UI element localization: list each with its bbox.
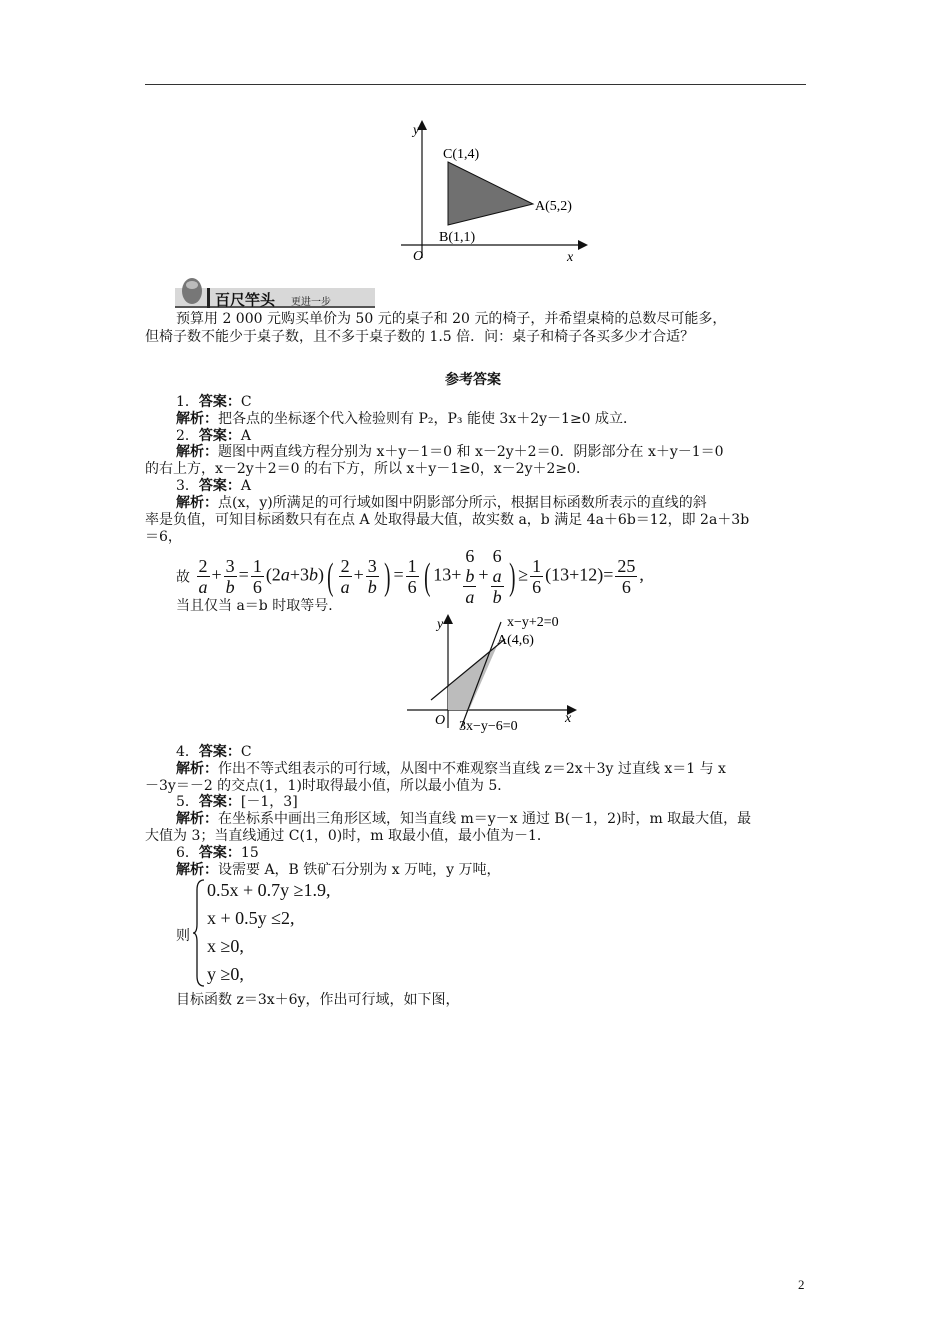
problem-line-1: 预算用 2 000 元购买单价为 50 元的桌子和 20 元的椅子，并希望桌椅的总数尽可能多， xyxy=(176,311,727,327)
system-line-3: x ≥0, xyxy=(207,936,244,956)
answer-3: 3．答案：A xyxy=(176,478,252,494)
equality-condition: 当且仅当 a＝b 时取等号． xyxy=(176,598,343,614)
fig1-point-a-label: A(5,2) xyxy=(535,199,572,214)
fig2-line1-label: x−y+2=0 xyxy=(507,615,559,630)
triangle-region xyxy=(448,162,533,225)
fig1-y-label: y xyxy=(413,123,420,138)
banner-graphic xyxy=(175,276,375,310)
explanation-6-line-1: 解析：设需要 A，B 铁矿石分别为 x 万吨，y 万吨， xyxy=(176,862,501,878)
system-line-2: x + 0.5y ≤2, xyxy=(207,908,295,928)
system-line-4: y ≥0, xyxy=(207,964,244,984)
fig1-origin-label: O xyxy=(413,249,424,264)
problem-line-2: 但椅子数不能少于桌子数，且不多于桌子数的 1.5 倍．问：桌子和椅子各买多少才合适？ xyxy=(145,329,695,345)
explanation-2-line-1: 解析：题图中两直线方程分别为 x＋y－1＝0 和 x－2y＋2＝0．阴影部分在 x＋y－1＝0 xyxy=(176,444,724,460)
answer-5: 5．答案：[－1，3] xyxy=(176,794,298,810)
explanation-3-line-2: 率是负值，可知目标函数只有在点 A 处取得最大值，故实数 a，b 满足 4a＋6b＝12，即 2a＋3b xyxy=(145,512,750,528)
fig2-line2-label: 3x−y−6=0 xyxy=(459,719,518,734)
shaded-region xyxy=(448,646,497,710)
fig2-origin-label: O xyxy=(435,713,446,728)
x-axis-arrow xyxy=(578,240,588,250)
y-axis-arrow xyxy=(443,614,453,624)
answer-2: 2．答案：A xyxy=(176,428,252,444)
section-banner xyxy=(175,276,375,310)
inequality-formula: 故 $\frac{2}{a}$ + $\frac{3}{b}$ = $\frac{1}{6}$ (2a+3b)( $\frac{2}{a}$ + $\frac{3}{b}$ ) = $\frac{1}{6}$ ( 13+ 6 b a + 6 a b ) ≥ $\frac{1}{6}$ (13+12)= $\frac{25}{6}$ , xyxy=(176,546,644,607)
banner-title: 百尺竿头 xyxy=(215,291,276,309)
explanation-6-line-2: 目标函数 z＝3x＋6y，作出可行域，如下图， xyxy=(176,992,460,1008)
explanation-1: 解析：把各点的坐标逐个代入检验则有 P₂，P₃ 能使 3x＋2y－1≥0 成立． xyxy=(176,411,638,427)
fig2-point-a-label: A(4,6) xyxy=(497,633,534,648)
fig2-x-label: x xyxy=(565,711,572,726)
system-line-1: 0.5x + 0.7y ≥1.9, xyxy=(207,880,331,900)
explanation-4-line-1: 解析：作出不等式组表示的可行域，从图中不难观察当直线 z＝2x＋3y 过直线 x＝1 与 x xyxy=(176,761,726,777)
fig1-point-c-label: C(1,4) xyxy=(443,147,480,162)
system-prefix: 则 xyxy=(176,928,190,944)
banner-subtitle: 更进一步 xyxy=(291,297,331,308)
page-number: 2 xyxy=(798,1277,805,1292)
figure-triangle-abc xyxy=(395,118,595,268)
figure-feasible-region xyxy=(405,612,585,740)
answers-title: 参考答案 xyxy=(445,372,501,388)
answer-1: 1．答案：C xyxy=(176,394,252,410)
explanation-5-line-1: 解析：在坐标系中画出三角形区域，知当直线 m＝y－x 通过 B(－1，2)时，m 取最大值，最 xyxy=(176,811,752,827)
fig1-x-label: x xyxy=(567,250,574,265)
explanation-2-line-2: 的右上方，x－2y＋2＝0 的右下方，所以 x＋y－1≥0，x－2y＋2≥0． xyxy=(145,461,591,477)
explanation-4-line-2: －3y＝－2 的交点(1，1)时取得最小值，所以最小值为 5． xyxy=(145,778,512,794)
explanation-5-line-2: 大值为 3；当直线通过 C(1，0)时，m 取最小值，最小值为－1． xyxy=(145,828,551,844)
answer-4: 4．答案：C xyxy=(176,744,252,760)
answer-6: 6．答案：15 xyxy=(176,845,259,861)
left-brace xyxy=(192,878,206,988)
header-rule xyxy=(145,84,806,85)
fig1-point-b-label: B(1,1) xyxy=(439,230,476,245)
explanation-3-line-1: 解析：点(x，y)所满足的可行域如图中阴影部分所示，根据目标函数所表示的直线的斜 xyxy=(176,495,707,511)
fig2-y-label: y xyxy=(437,617,444,632)
explanation-3-line-3: ＝6， xyxy=(145,529,182,545)
